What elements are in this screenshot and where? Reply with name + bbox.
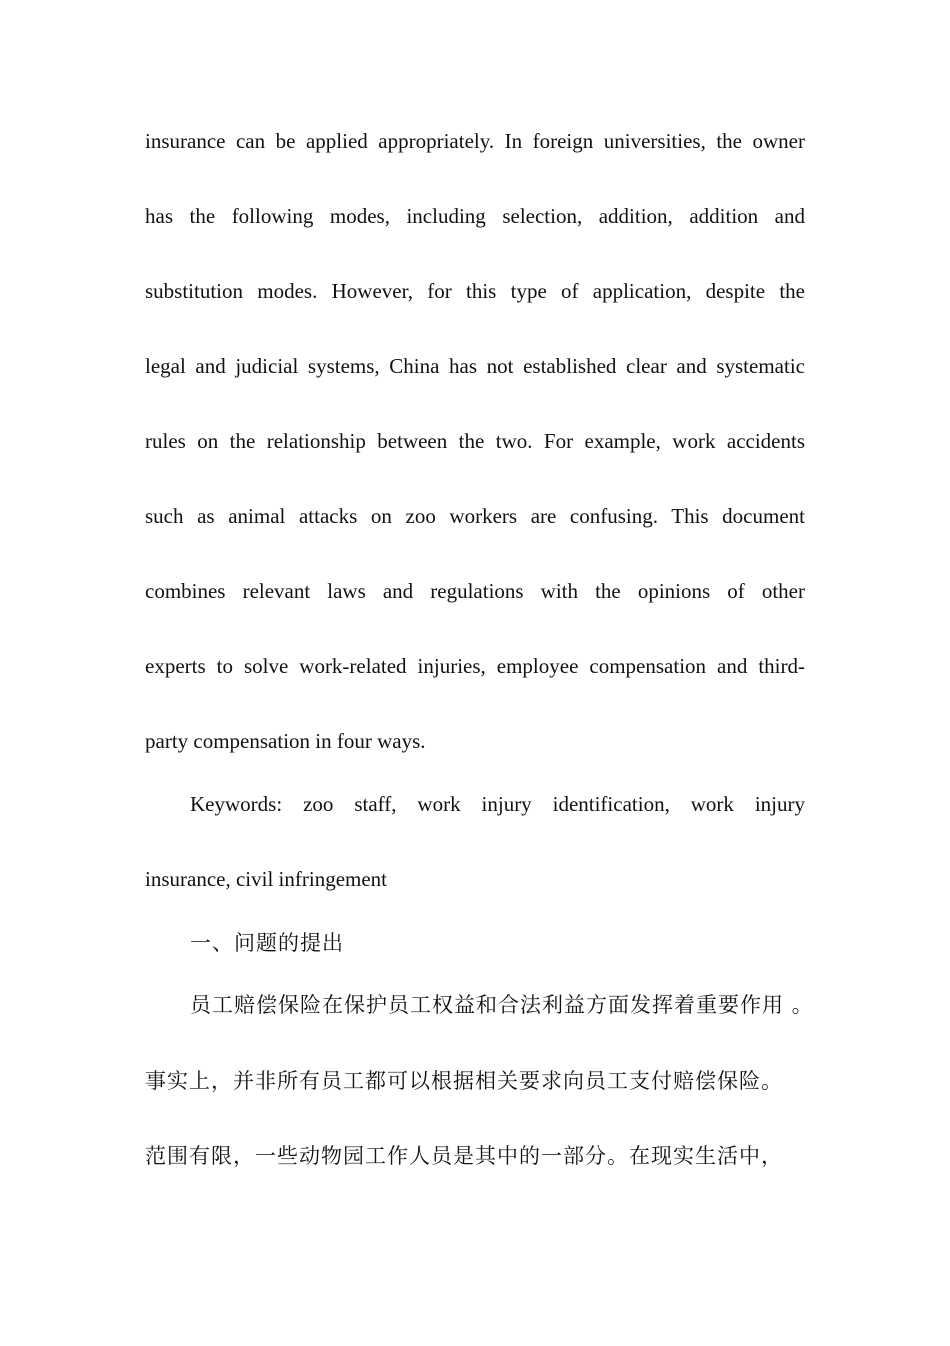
abstract-line: combines relevant laws and regulations with the opinions of other (145, 579, 805, 603)
abstract-line: experts to solve work-related injuries, employee compensation and third- (145, 654, 805, 678)
abstract-line: party compensation in four ways. (145, 729, 426, 753)
body-line: 范围有限，一些动物园工作人员是其中的一部分。在现实生活中， (145, 1144, 783, 1168)
abstract-line: such as animal attacks on zoo workers are confusing. This document (145, 504, 805, 528)
keywords-line: Keywords: zoo staff, work injury identification, work injury (190, 792, 805, 816)
abstract-line: has the following modes, including selection, addition, addition and (145, 204, 805, 228)
body-line: 事实上，并非所有员工都可以根据相关要求向员工支付赔偿保险。 (145, 1069, 783, 1093)
abstract-line: legal and judicial systems, China has not established clear and systematic (145, 354, 805, 378)
body-line: 员工赔偿保险在保护员工权益和合法利益方面发挥着重要作用 。 (190, 993, 814, 1017)
abstract-line: substitution modes. However, for this type of application, despite the (145, 279, 805, 303)
abstract-line: insurance can be applied appropriately. In foreign universities, the owner (145, 129, 805, 153)
section-heading: 一、问题的提出 (190, 931, 344, 955)
keywords-line: insurance, civil infringement (145, 867, 388, 891)
abstract-line: rules on the relationship between the two. For example, work accidents (145, 429, 805, 453)
